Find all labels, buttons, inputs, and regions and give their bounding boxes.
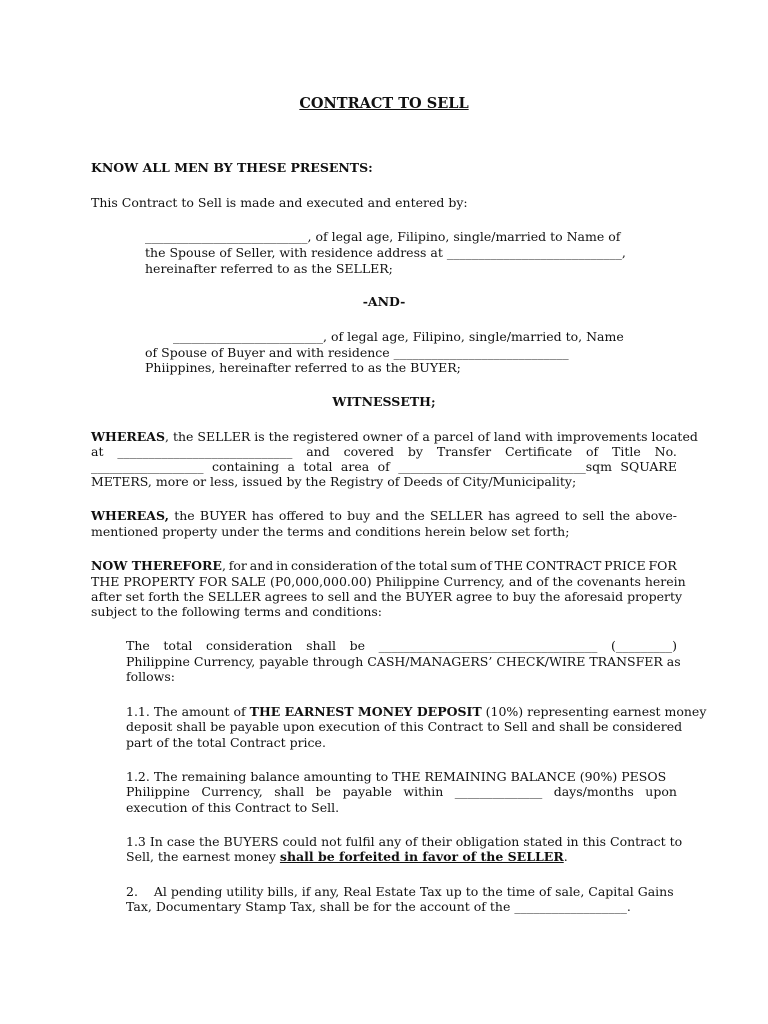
whereas1-line-1-text: , the SELLER is the registered owner of a parcel of land with improvements located [165, 429, 698, 444]
word: shall [274, 784, 305, 799]
word: of [377, 459, 390, 474]
price-figure-blank: (_________) [610, 638, 677, 653]
title-blank: ____________________________ [117, 444, 293, 459]
word: the [609, 508, 631, 523]
word: BUYER [199, 508, 247, 523]
whereas1-line-2 [91, 444, 677, 459]
word: consideration [206, 638, 293, 653]
seller-line-1: __________________________, of legal age, Filipino, single/married to Name of [145, 229, 621, 244]
whereas1-line-3 [91, 459, 677, 474]
clause1-2-line-2 [126, 784, 677, 799]
word: and [249, 558, 274, 573]
witnesseth-heading: WITNESSETH; [332, 394, 436, 409]
clause2-line-2: Tax, Documentary Stamp Tax, shall be for the account of the __________________. [126, 899, 631, 914]
clause1-line-2: Philippine Currency, payable through CASH/MANAGERS’ CHECK/WIRE TRANSFER as [126, 654, 681, 669]
word: payable [342, 784, 392, 799]
word: by [407, 444, 423, 459]
now-therefore-line-3: after set forth the SELLER agrees to sell and the BUYER agree to buy the aforesaid property [91, 589, 683, 604]
now-therefore-lead [91, 558, 226, 573]
word: shall [306, 638, 336, 653]
whereas2-bold: WHEREAS, [91, 508, 169, 523]
word: within [403, 784, 444, 799]
word: a [287, 459, 295, 474]
clause1-3-pre: Sell, the earnest money [126, 849, 280, 864]
word: total [418, 558, 448, 573]
clause1-line-3: follows: [126, 669, 175, 684]
word: at [91, 444, 104, 459]
word: Currency, [201, 784, 263, 799]
clause1-1-bold: THE EARNEST MONEY DEPOSIT [249, 704, 482, 719]
clause1-1-post: (10%) representing earnest money [481, 704, 707, 719]
word: total [163, 638, 193, 653]
clause1-2-line-3: execution of this Contract to Sell. [126, 800, 340, 815]
word: of [585, 444, 599, 459]
now-therefore-line-1 [91, 558, 677, 573]
now-therefore-line-4: subject to the following terms and conditions: [91, 604, 383, 619]
word: Transfer [436, 444, 492, 459]
word: and [306, 444, 330, 459]
clause1-3-line-2 [126, 849, 568, 864]
word: The [126, 638, 150, 653]
document-title: CONTRACT TO SELL [299, 95, 469, 112]
seller-line-2: the Spouse of Seller, with residence address at ____________________________, [145, 245, 626, 260]
whereas1-bold: WHEREAS [91, 429, 166, 444]
word: sum [450, 558, 477, 573]
whereas1-line-4: METERS, more or less, issued by the Registry of Deeds of City/Municipality; [91, 474, 577, 489]
word: to [329, 508, 342, 523]
word: the [174, 508, 195, 523]
word: consideration [291, 558, 378, 573]
intro-heading: KNOW ALL MEN BY THESE PRESENTS: [91, 160, 373, 175]
forfeit-clause-bold: shall be forfeited in favor of the SELLER [279, 849, 564, 864]
buyer-line-3: Phiippines, hereinafter referred to as the BUYER; [145, 360, 461, 375]
word: the [395, 558, 416, 573]
word: the [404, 508, 425, 523]
now-therefore-line-2: THE PROPERTY FOR SALE (P0,000,000.00) Philippine Currency, and of the covenants herein [91, 574, 686, 589]
word: THE [494, 558, 524, 573]
word: days/months [553, 784, 634, 799]
whereas2-line-1 [91, 508, 677, 523]
word: covered [343, 444, 394, 459]
word: PRICE [604, 558, 646, 573]
clause1-1-pre: 1.1. The amount of [126, 704, 250, 719]
word: containing [211, 459, 280, 474]
word: agreed [515, 508, 560, 523]
seller-line-3: hereinafter referred to as the SELLER; [145, 261, 393, 276]
days-blank: ______________ [454, 784, 543, 799]
word: CONTRACT [525, 558, 602, 573]
clause1-1-line-3: part of the total Contract price. [126, 735, 326, 750]
word: of [479, 558, 492, 573]
word: Title [612, 444, 641, 459]
clause1-3-line-1: 1.3 In case the BUYERS could not fulfil any of their obligation stated in this Contract to [126, 834, 683, 849]
buyer-line-1: ________________________, of legal age, Filipino, single/married to, Name [173, 329, 624, 344]
clause1-3-post: . [563, 849, 568, 864]
word: SELLER [429, 508, 483, 523]
price-blank: ___________________________________ [378, 638, 598, 653]
word: , [221, 558, 226, 573]
word: Philippine [126, 784, 190, 799]
word: offered [278, 508, 325, 523]
word: above- [635, 508, 677, 523]
word: No. [654, 444, 677, 459]
clause1-line-1 [126, 638, 677, 653]
word: has [488, 508, 510, 523]
word: FOR [648, 558, 677, 573]
word: for [228, 558, 247, 573]
whereas1-line-1 [91, 429, 698, 444]
whereas2-line-2: mentioned property under the terms and conditions herein below set forth; [91, 524, 570, 539]
word: upon [645, 784, 677, 799]
word: of [380, 558, 393, 573]
word: has [251, 508, 274, 523]
clause1-1-line-2: deposit shall be payable upon execution of this Contract to Sell and shall be considered [126, 719, 683, 734]
area-blank: ______________________________sqm [398, 459, 612, 474]
word: buy [347, 508, 371, 523]
word: Certificate [504, 444, 573, 459]
and-separator: -AND- [362, 294, 406, 309]
word: and [375, 508, 399, 523]
word: be [349, 638, 366, 653]
word: SQUARE [620, 459, 677, 474]
clause1-1-line-1 [126, 704, 706, 719]
word: be [315, 784, 332, 799]
buyer-line-2: of Spouse of Buyer and with residence ____________________________ [145, 345, 569, 360]
word: sell [582, 508, 605, 523]
word: in [276, 558, 289, 573]
word: area [340, 459, 370, 474]
clause1-2-line-1: 1.2. The remaining balance amounting to THE REMAINING BALANCE (90%) PESOS [126, 769, 667, 784]
clause2-line-1: 2. Al pending utility bills, if any, Real Estate Tax up to the time of sale, Capital Gains [126, 884, 674, 899]
word: to [564, 508, 578, 523]
now-therefore-bold: NOW THEREFORE [91, 558, 222, 573]
title-number-blank: __________________ [91, 459, 204, 474]
word: total [303, 459, 333, 474]
intro-line: This Contract to Sell is made and executed and entered by: [91, 195, 468, 210]
